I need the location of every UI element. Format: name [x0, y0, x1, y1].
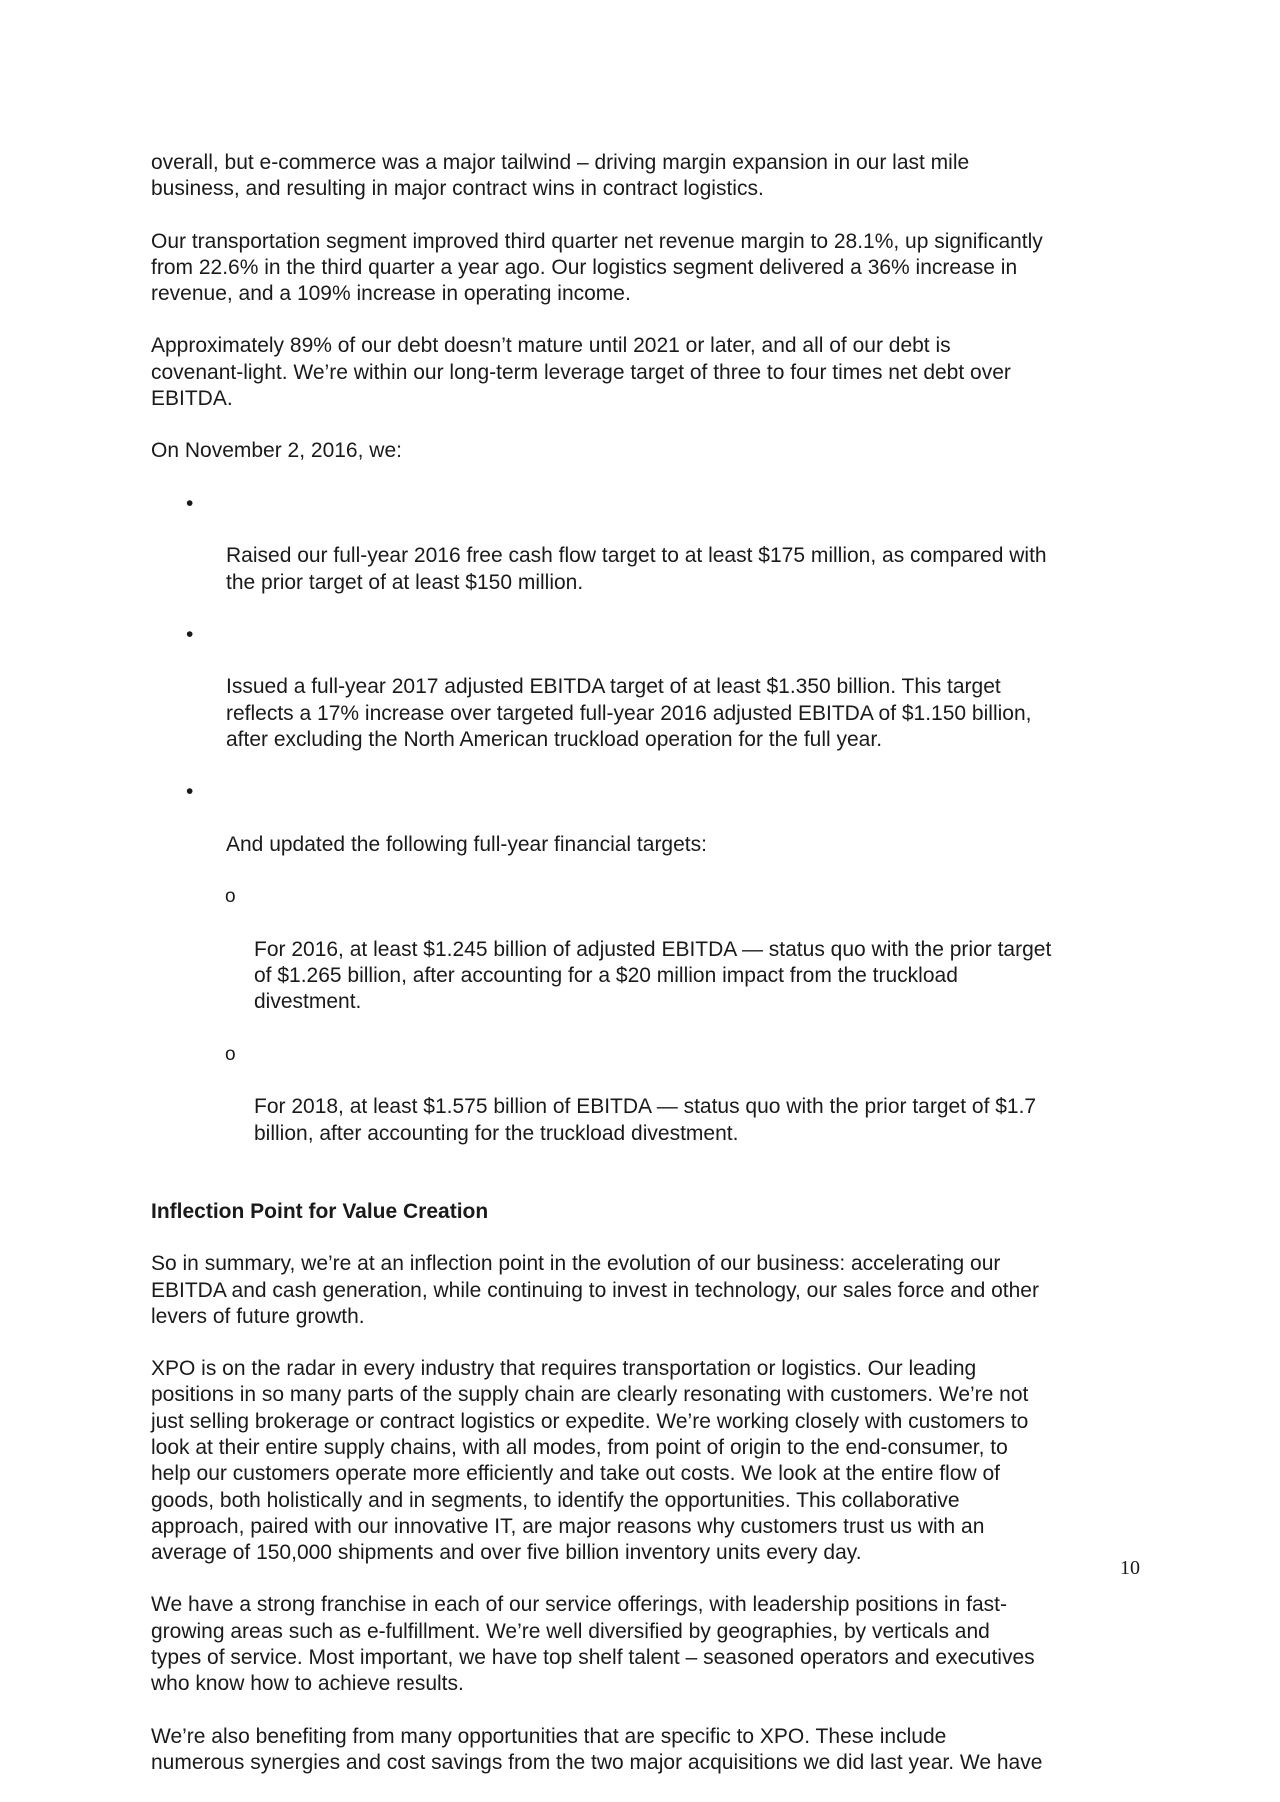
paragraph-xpo-radar: XPO is on the radar in every industry that requires transportation or logistics. Our leading positions in so many parts of the supply chain are clearly resonating with customers. We’re not just selling brokerage or contract logistics or expedite. We’re working closely with customers to look at their entire supply chains, with all modes, from point of origin to the end-consumer, to help our customers operate more efficiently and take out costs. We look at the entire flow of goods, both holistically and in segments, to identify the opportunities. This collaborative approach, paired with our innovative IT, are major reasons why customers trust us with an average of 150,000 shipments and over five billion inventory units every day.	[151, 1357, 1029, 1565]
bullet-item-free-cash-flow	[151, 491, 1141, 596]
paragraph-transportation-segment: Our transportation segment improved third quarter net revenue margin to 28.1%, up significantly from 22.6% in the third quarter a year ago. Our logistics segment delivered a 36% increase in revenue, and a 109% increase in operating income.	[151, 229, 1043, 306]
bullet-item-2017-ebitda	[151, 622, 1141, 753]
section-heading: Inflection Point for Value Creation	[151, 1199, 489, 1223]
bullet-marker: •	[186, 622, 194, 646]
targets-bullet-list	[151, 491, 1141, 1147]
page-number: 10	[1120, 1557, 1140, 1579]
sub-bullet-item-2016	[151, 884, 1141, 1015]
paragraph-debt-maturity: Approximately 89% of our debt doesn’t mature until 2021 or later, and all of our debt is covenant-light. We’re within our long-term leverage target of three to four times net debt over EBITDA.	[151, 334, 1011, 411]
sub-bullet-item-2018	[151, 1042, 1141, 1147]
page-content	[151, 150, 1141, 1802]
bullet-text: And updated the following full-year financial targets:	[226, 832, 707, 856]
bullet-marker: •	[186, 491, 194, 515]
bullet-item-updated-targets	[151, 779, 1141, 858]
bullet-marker: •	[186, 780, 194, 804]
bullet-text: Issued a full-year 2017 adjusted EBITDA target of at least $1.350 billion. This target reflects a 17% increase over targeted full-year 2016 adjusted EBITDA of $1.150 billion, after excluding the North American truckload operation for the full year.	[226, 675, 1032, 752]
sub-bullet-marker: o	[225, 1043, 236, 1065]
sub-bullet-text: For 2018, at least $1.575 billion of EBITDA — status quo with the prior target of $1.7 billion, after accounting for the truckload divestment.	[254, 1095, 1037, 1145]
sub-bullet-marker: o	[225, 886, 236, 908]
paragraph-summary: So in summary, we’re at an inflection point in the evolution of our business: accelerating our EBITDA and cash generation, while continuing to invest in technology, our sales force and other levers of future growth.	[151, 1252, 1039, 1328]
paragraph-xpo-opportunities: We’re also benefiting from many opportunities that are specific to XPO. These include numerous synergies and cost savings from the two major acquisitions we did last year. We have	[151, 1724, 1043, 1774]
paragraph-november-intro: On November 2, 2016, we:	[151, 439, 402, 463]
paragraph-strong-franchise: We have a strong franchise in each of our service offerings, with leadership positions in fast- growing areas such as e-fulfillment. We’re well diversified by geographies, by verticals and types of service. Most important, we have top shelf talent – seasoned operators and executives who know how to achieve results.	[151, 1593, 1035, 1696]
paragraph-ecommerce-tailwind: overall, but e-commerce was a major tailwind – driving margin expansion in our last mile business, and resulting in major contract wins in contract logistics.	[151, 151, 970, 201]
bullet-text: Raised our full-year 2016 free cash flow target to at least $175 million, as compared with the prior target of at least $150 million.	[226, 544, 1047, 594]
sub-bullet-text: For 2016, at least $1.245 billion of adjusted EBITDA — status quo with the prior target of $1.265 billion, after accounting for a $20 million impact from the truckload divestment.	[254, 937, 1052, 1014]
